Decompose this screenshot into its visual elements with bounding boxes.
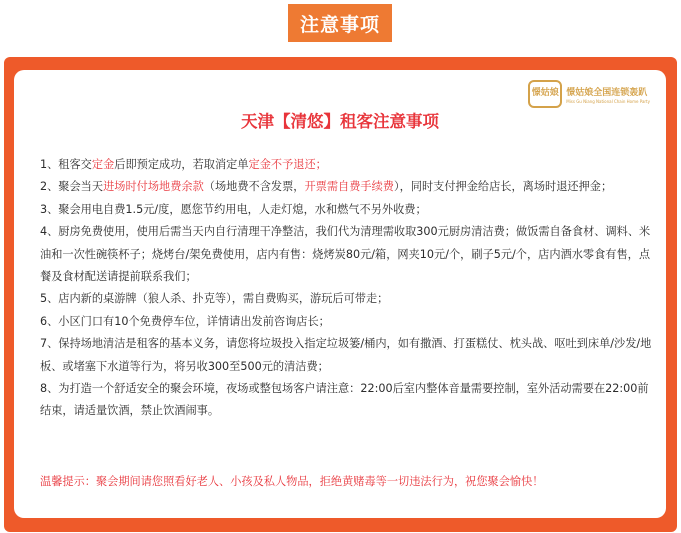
brand-logo-group (528, 80, 650, 108)
rule-text: 8、为打造一个舒适安全的聚会环境，夜场或整包场客户请注意：22:00后室内整体音量需要控制，室外活动需要在22:00前结束，请适量饮酒，禁止饮酒闹事。 (40, 382, 649, 418)
rule-text: 4、厨房免费使用，使用后需当天内自行清理干净整洁，我们代为清理需收取300元厨房清洁费；做饭需自备食材、调料、米油和一次性碗筷杯子；烧烤台/架免费使用，店内有售：烧烤炭80元/箱，网夹10元/个，刷子5元/个，店内酒水零食有售，点餐及食材配送请提前联系我们； (40, 225, 651, 284)
rule-item (40, 221, 652, 288)
rule-text: 5、店内新的桌游牌（狼人杀、扑克等），需自费购买，游玩后可带走； (40, 292, 389, 306)
brand-logo-icon: 憬姑娘 (528, 80, 562, 108)
rule-text: 6、小区门口有10个免费停车位，详情请出发前咨询店长； (40, 314, 330, 328)
rule-highlight: 开票需自费手续费 (304, 180, 394, 194)
brand-name: 憬姑娘全国连锁轰趴 (566, 87, 648, 98)
rule-item (40, 378, 652, 423)
rule-item (40, 176, 652, 198)
rule-item (40, 154, 652, 176)
rule-highlight: 定金不予退还； (248, 158, 327, 171)
rule-text: ），同时支付押金给店长，离场时退还押金； (393, 180, 613, 194)
rule-highlight: 进场时付场地费余款 (103, 180, 204, 194)
brand-english: Miss Gu Niang National Chain Home Party (566, 98, 650, 104)
rule-item (40, 333, 652, 378)
rule-text: 1、租客交 (40, 158, 92, 171)
notice-title: 天津【清悠】租客注意事项 (241, 112, 439, 131)
rule-highlight: 定金 (91, 158, 115, 171)
rule-text: （场地费不含发票， (203, 180, 305, 194)
rules-list (40, 154, 652, 423)
warm-tip: 温馨提示：聚会期间请您照看好老人、小孩及私人物品，拒绝黄赌毒等一切违法行为，祝您聚会愉快！ (40, 475, 544, 488)
rule-text: 2、聚会当天 (40, 180, 104, 194)
rule-text: 7、保持场地清洁是租客的基本义务，请您将垃圾投入指定垃圾篓/桶内，如有撒酒、打蛋糕仗、枕头战、呕吐到床单/沙发/地板、或堵塞下水道等行为，将另收300至500元的清洁费； (40, 337, 652, 373)
header-tab-title: 注意事项 (288, 4, 392, 42)
rule-item (40, 199, 652, 221)
rule-text: 3、聚会用电自费1.5元/度，愿您节约用电，人走灯熄，水和燃气不另外收费； (40, 202, 427, 216)
rule-text: 后即预定成功，若取消定单 (114, 158, 249, 171)
rule-item (40, 288, 652, 310)
rule-item (40, 311, 652, 333)
notice-card (14, 70, 666, 518)
